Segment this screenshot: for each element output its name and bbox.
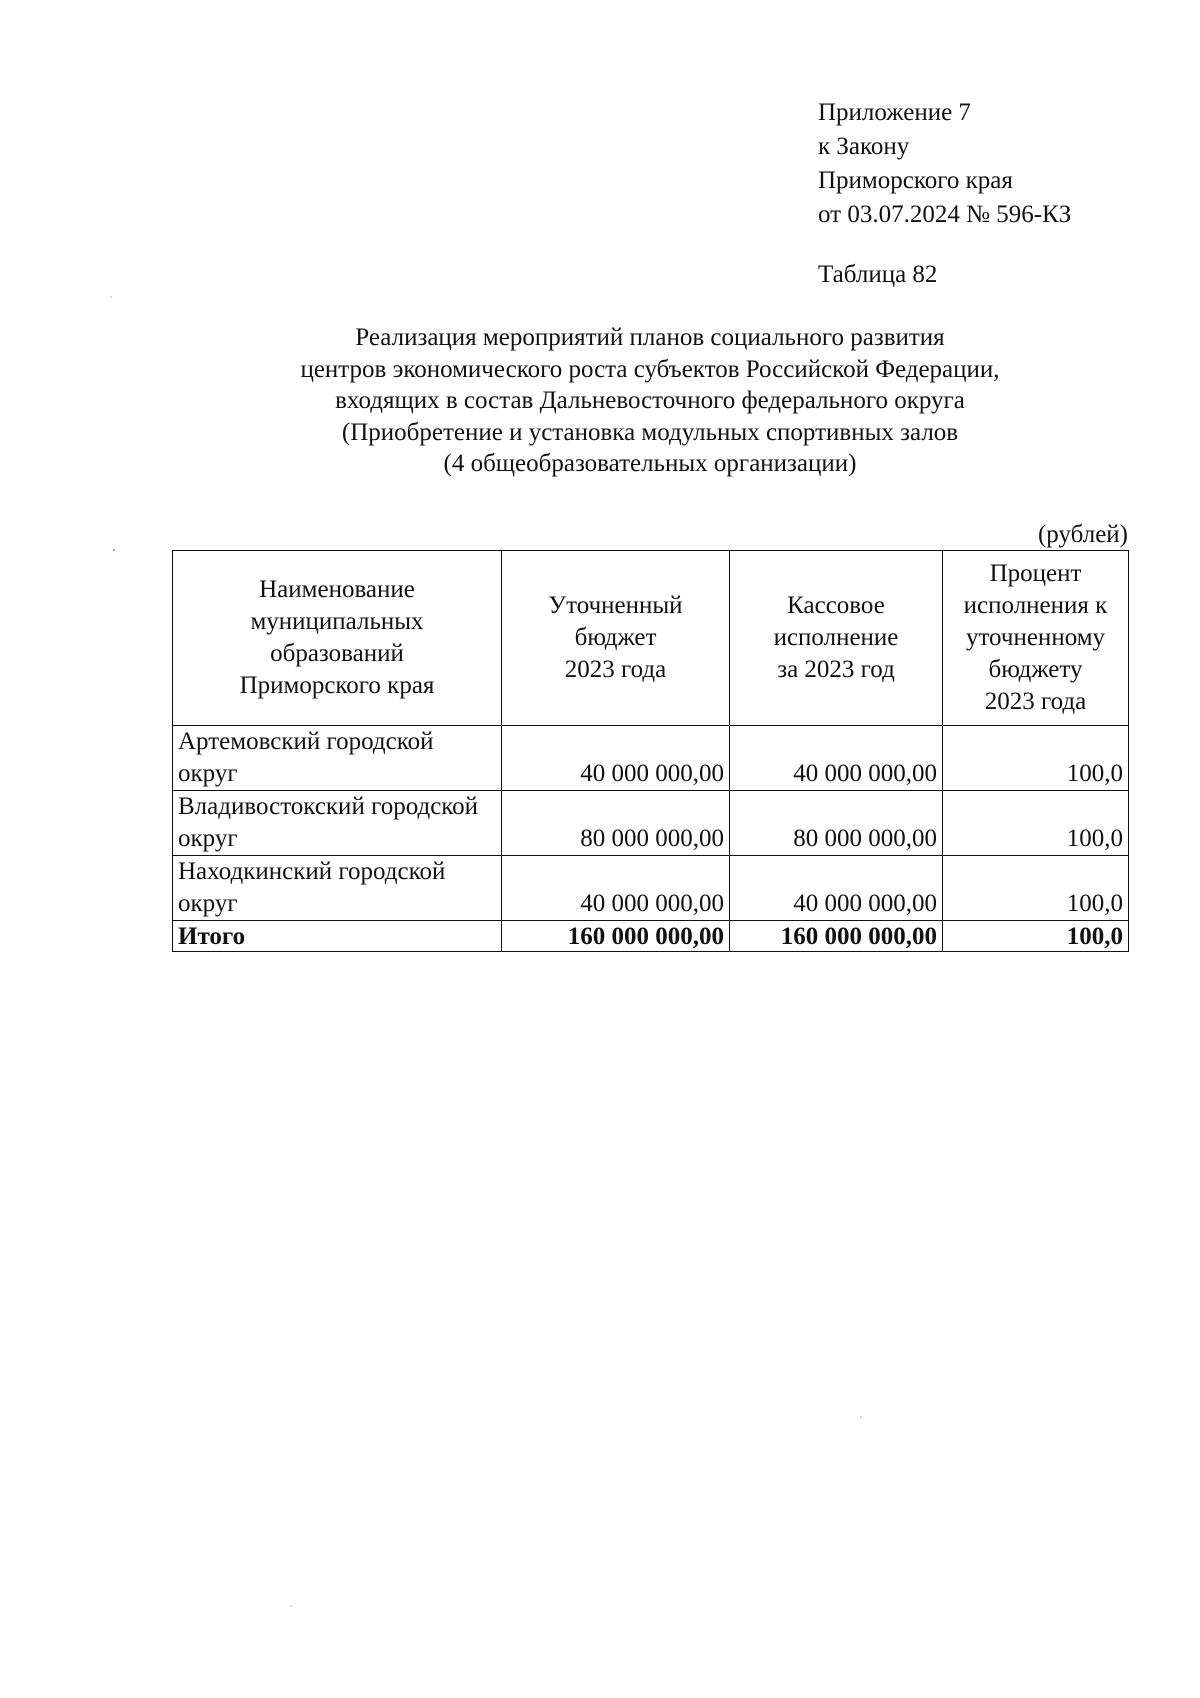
table-row bbox=[173, 856, 1129, 921]
header-line: муниципальных bbox=[250, 608, 424, 635]
cell-budget: 80 000 000,00 bbox=[502, 791, 730, 856]
table-row bbox=[173, 726, 1129, 791]
header-line: 2023 года bbox=[564, 656, 667, 683]
title-line: центров экономического роста субъектов Российской Федерации, bbox=[300, 355, 1000, 383]
annex-line: Приморского края bbox=[818, 167, 1013, 194]
total-label: Итого bbox=[173, 921, 502, 952]
table-row bbox=[173, 791, 1129, 856]
header-line: Кассовое bbox=[787, 592, 885, 619]
scan-speck bbox=[860, 1416, 862, 1418]
scan-speck bbox=[290, 1605, 292, 1607]
cell-execution: 40 000 000,00 bbox=[730, 856, 943, 921]
title-line: (Приобретение и установка модульных спортивных залов bbox=[341, 418, 959, 446]
cell-municipality: Владивостокский городской округ bbox=[173, 791, 502, 856]
cell-execution: 80 000 000,00 bbox=[730, 791, 943, 856]
header-execution bbox=[730, 551, 943, 726]
annex-line: от 03.07.2024 № 596-КЗ bbox=[818, 201, 1072, 228]
scan-speck bbox=[113, 549, 115, 551]
total-percent: 100,0 bbox=[943, 921, 1129, 952]
header-line: Уточненный bbox=[548, 592, 683, 619]
header-line: бюджету bbox=[988, 656, 1083, 683]
header-line: исполнение bbox=[773, 624, 899, 651]
cell-budget: 40 000 000,00 bbox=[502, 726, 730, 791]
title-line: Реализация мероприятий планов социального развития bbox=[355, 324, 945, 351]
cell-percent: 100,0 bbox=[943, 726, 1129, 791]
annex-line: к Закону bbox=[818, 133, 910, 160]
header-line: Наименование bbox=[259, 576, 415, 603]
units-label: (рублей) bbox=[1037, 521, 1128, 548]
table-header-row bbox=[173, 551, 1129, 726]
cell-municipality: Находкинский городской округ bbox=[173, 856, 502, 921]
header-municipality bbox=[173, 551, 502, 726]
cell-percent: 100,0 bbox=[943, 791, 1129, 856]
budget-table bbox=[172, 550, 1129, 952]
title-line: (4 общеобразовательных организации) bbox=[443, 450, 857, 477]
total-execution: 160 000 000,00 bbox=[730, 921, 943, 952]
header-budget bbox=[502, 551, 730, 726]
header-line: 2023 года bbox=[984, 688, 1087, 715]
total-budget: 160 000 000,00 bbox=[502, 921, 730, 952]
header-line: за 2023 год bbox=[777, 656, 895, 683]
header-line: Процент bbox=[989, 560, 1082, 587]
annex-reference bbox=[818, 96, 1071, 232]
header-line: бюджет bbox=[574, 624, 657, 651]
cell-execution: 40 000 000,00 bbox=[730, 726, 943, 791]
title-line: входящих в состав Дальневосточного федерального округа bbox=[335, 387, 965, 414]
header-line: образований bbox=[270, 640, 404, 667]
header-line: исполнения к bbox=[963, 592, 1108, 619]
annex-line: Приложение 7 bbox=[818, 99, 971, 126]
document-title bbox=[170, 322, 1130, 480]
cell-percent: 100,0 bbox=[943, 856, 1129, 921]
total-row bbox=[173, 921, 1129, 952]
cell-budget: 40 000 000,00 bbox=[502, 856, 730, 921]
header-line: Приморского края bbox=[239, 672, 435, 699]
scan-speck bbox=[110, 296, 112, 298]
header-line: уточненному bbox=[965, 624, 1106, 651]
table-number: Таблица 82 bbox=[818, 261, 938, 288]
header-percent bbox=[943, 551, 1129, 726]
cell-municipality: Артемовский городской округ bbox=[173, 726, 502, 791]
